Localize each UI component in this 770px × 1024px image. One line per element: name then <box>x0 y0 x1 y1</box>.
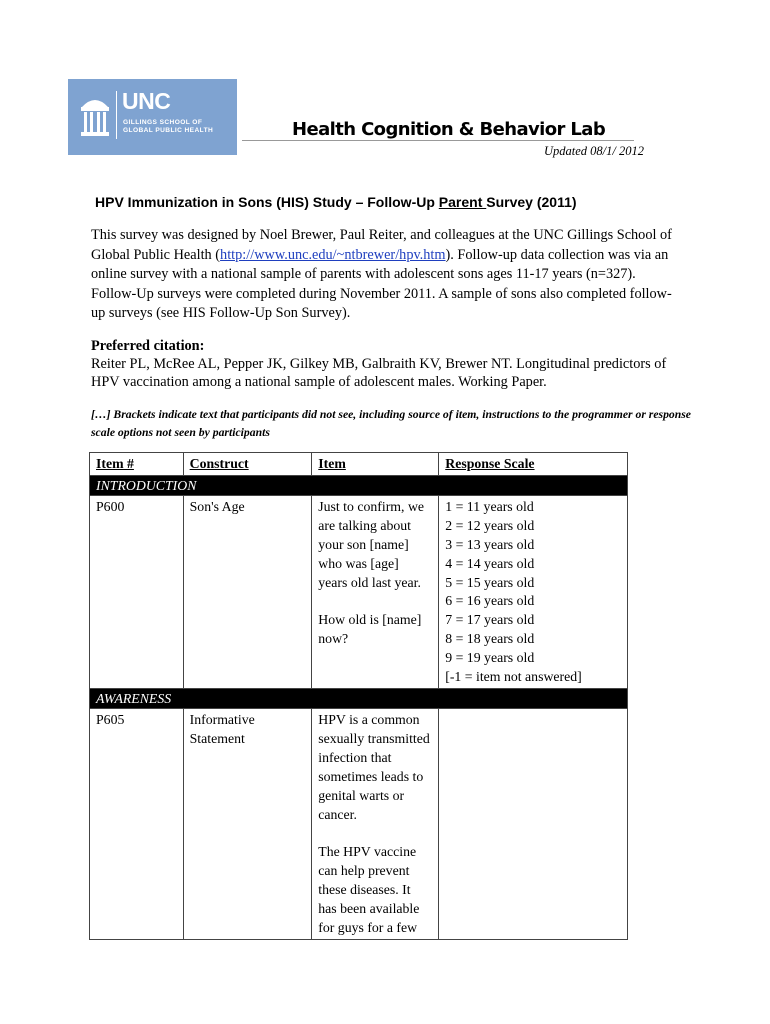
intro-paragraph <box>91 226 681 324</box>
cell-line: years old last year. <box>318 574 421 590</box>
cell-line: 2 = 12 years old <box>445 517 535 533</box>
cell-line: 5 = 15 years old <box>445 574 535 590</box>
header-divider <box>242 140 634 141</box>
header-item-number: Item # <box>90 453 184 476</box>
cell-line: sexually transmitted <box>318 730 430 746</box>
cell-line: can help prevent <box>318 863 410 879</box>
cell-line: your son [name] <box>318 536 409 552</box>
study-website-link[interactable]: http://www.unc.edu/~ntbrewer/hpv.htm <box>220 246 446 263</box>
construct-cell <box>183 495 312 688</box>
old-well-icon <box>80 93 110 139</box>
unc-logo <box>68 79 237 155</box>
cell-line: sometimes leads to <box>318 768 424 784</box>
study-title-underlined: Parent <box>438 194 487 210</box>
intro-text-part1: This survey was designed by Noel Brewer, Paul Reiter, and colleagues at the UNC Gillings School of Global Public Health ( <box>91 227 672 263</box>
item-number-cell: P605 <box>90 708 184 939</box>
cell-line: Son's Age <box>189 498 245 514</box>
cell-line: infection that <box>318 749 392 765</box>
intro-text-part2: ). Follow-up data collection was via an online survey with a national sample of parents with adolescent sons ages 11-17 years (n=327). Follow-Up surveys were completed during November 2011. A sample of sons also completed follow-up surveys (see HIS Follow-Up Son Survey). <box>91 246 672 322</box>
cell-line: has been available <box>318 901 420 917</box>
citation-heading: Preferred citation: <box>91 338 205 354</box>
cell-line: genital warts or <box>318 787 405 803</box>
header-item: Item <box>312 453 439 476</box>
survey-items-table <box>89 452 628 940</box>
cell-line: who was [age] <box>318 555 399 571</box>
bracket-note: […] Brackets indicate text that participants did not see, including source of item, instructions to the programmer or response scale options not seen by participants <box>91 408 691 439</box>
study-title-suffix: Survey (2011) <box>486 194 577 210</box>
cell-line: 6 = 16 years old <box>445 593 535 609</box>
logo-school-line1: GILLINGS SCHOOL OF <box>123 119 203 126</box>
construct-cell <box>183 708 312 939</box>
logo-mark: UNC <box>122 88 171 114</box>
table-header-row <box>90 453 628 476</box>
cell-line: Statement <box>189 730 245 746</box>
cell-line: How old is [name] <box>318 612 422 628</box>
cell-line: HPV is a common <box>318 711 420 727</box>
cell-line: 9 = 19 years old <box>445 650 535 666</box>
section-row <box>90 475 628 495</box>
blank-line <box>318 824 432 843</box>
blank-line <box>318 592 432 611</box>
logo-divider <box>116 91 117 139</box>
cell-line: 3 = 13 years old <box>445 536 535 552</box>
section-label: INTRODUCTION <box>90 475 628 495</box>
item-number-cell: P600 <box>90 495 184 688</box>
study-title-prefix: HPV Immunization in Sons (HIS) Study – Follow-Up <box>95 194 439 210</box>
cell-line: Informative <box>189 711 255 727</box>
study-title <box>95 194 577 210</box>
item-text-cell <box>312 495 439 688</box>
lab-title: Health Cognition & Behavior Lab <box>292 119 606 140</box>
cell-line: are talking about <box>318 517 411 533</box>
response-scale-cell <box>439 708 628 939</box>
cell-line: Just to confirm, we <box>318 498 425 514</box>
cell-line: for guys for a few <box>318 919 418 935</box>
item-text-cell <box>312 708 439 939</box>
cell-line: now? <box>318 631 349 647</box>
section-label: AWARENESS <box>90 688 628 708</box>
header-response-scale: Response Scale <box>439 453 628 476</box>
table-row <box>90 495 628 688</box>
table-row <box>90 708 628 939</box>
cell-line: 8 = 18 years old <box>445 631 535 647</box>
response-scale-cell <box>439 495 628 688</box>
citation-text: Reiter PL, McRee AL, Pepper JK, Gilkey MB, Galbraith KV, Brewer NT. Longitudinal predictors of HPV vaccination among a national sample of adolescent males. Working Paper. <box>91 356 667 390</box>
cell-line: 7 = 17 years old <box>445 612 535 628</box>
updated-date: Updated 08/1/ 2012 <box>544 144 644 158</box>
cell-line: these diseases. It <box>318 882 411 898</box>
cell-line: 1 = 11 years old <box>445 498 534 514</box>
header-construct: Construct <box>183 453 312 476</box>
cell-line: The HPV vaccine <box>318 844 417 860</box>
cell-line: 4 = 14 years old <box>445 555 535 571</box>
cell-line: [-1 = item not answered] <box>445 669 582 685</box>
section-row <box>90 688 628 708</box>
logo-school-line2: GLOBAL PUBLIC HEALTH <box>123 127 214 134</box>
cell-line: cancer. <box>318 806 357 822</box>
